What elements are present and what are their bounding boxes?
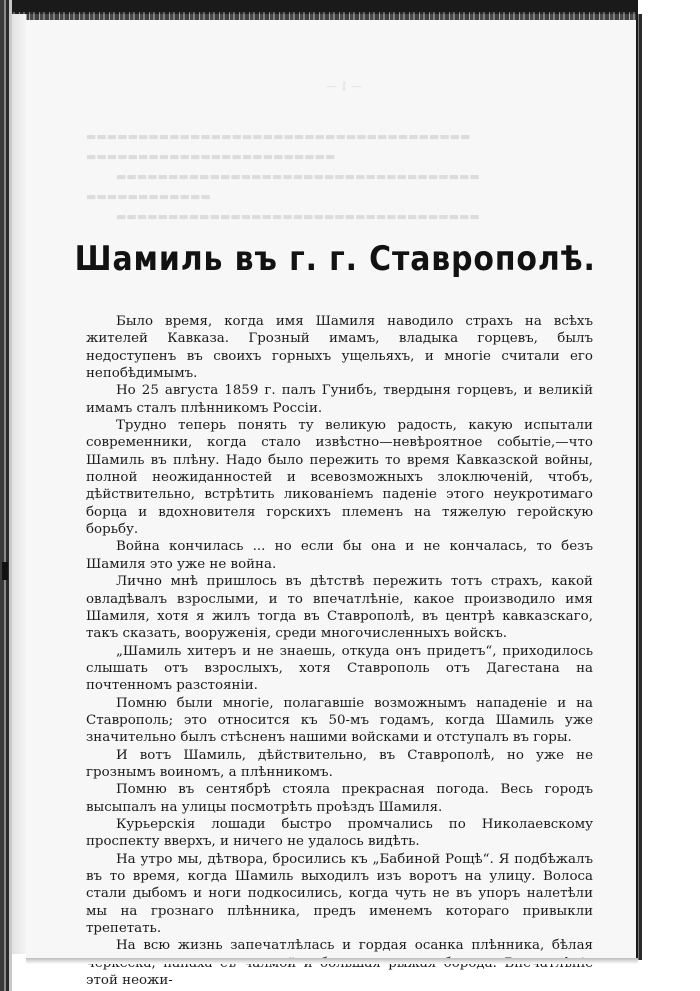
paragraph: Было время, когда имя Шамиля наводило страхъ на всѣхъ жителей Кавказа. Грозный имамъ, владыка горцевъ, былъ недоступенъ въ своихъ горныхъ ущельяхъ, и многіе считали его непобѣдимымъ. [86, 314, 593, 382]
bleed-through-mark: ▬▬▬▬▬▬▬▬▬▬▬▬ [86, 190, 211, 203]
paragraph: Но 25 августа 1859 г. палъ Гунибъ, твердыня горцевъ, и великій имамъ сталъ плѣнникомъ Россіи. [86, 383, 593, 416]
scan-right-margin [638, 0, 700, 991]
article-title: Шамиль въ г. г. Ставрополѣ. [74, 239, 596, 279]
scan-right-border [636, 14, 642, 960]
paragraph: Помню въ сентябрѣ стояла прекрасная погода. Весь городъ высыпалъ на улицы посмотрѣть проѣздъ Шамиля. [86, 782, 593, 815]
scan-left-border [0, 0, 12, 991]
paragraph: Помню были многіе, полагавшіе возможнымъ нападеніе и на Ставрополь; это относится къ 50-мъ годамъ, когда Шамиль уже значительно былъ стѣсненъ нашими войсками и отступалъ въ горы. [86, 695, 593, 746]
article-body [86, 313, 593, 989]
paragraph: Война кончилась ... но если бы она и не кончалась, то безъ Шамиля это уже не война. [86, 539, 593, 572]
scan-top-edge [0, 12, 700, 20]
paragraph: Курьерскія лошади быстро промчались по Николаевскому проспекту вверхъ, и ничего не удалось видѣть. [86, 816, 593, 850]
paragraph: И вотъ Шамиль, дѣйствительно, въ Ставрополѣ, но уже не грознымъ воиномъ, а плѣнникомъ. [86, 747, 593, 780]
document-page [26, 20, 636, 989]
scan-edge-mark [2, 562, 8, 580]
bleed-through-mark: ▬▬▬▬▬▬▬▬▬▬▬▬▬▬▬▬▬▬▬▬▬▬▬▬▬▬▬▬▬▬▬▬▬▬▬▬▬ [86, 130, 471, 143]
book-gutter [12, 14, 27, 954]
bleed-through-mark: ▬▬▬▬▬▬▬▬▬▬▬▬▬▬▬▬▬▬▬▬▬▬▬▬▬▬▬▬▬▬▬▬▬▬▬ [116, 170, 480, 183]
paragraph: На всю жизнь запечатлѣлась и гордая осанка плѣнника, бѣлая этой неожи- [86, 938, 593, 989]
bleed-through-mark: ▬▬▬▬▬▬▬▬▬▬▬▬▬▬▬▬▬▬▬▬▬▬▬▬▬▬▬▬▬▬▬▬▬▬▬ [116, 210, 480, 223]
bleed-through-mark: ▬▬▬▬▬▬▬▬▬▬▬▬▬▬▬▬▬▬▬▬▬▬▬▬ [86, 150, 336, 163]
paragraph: „Шамиль хитеръ и не знаешь, откуда онъ придетъ“, приходилось слышать отъ взрослыхъ, хотя Ставрополь отъ Дагестана на почтенномъ разстояніи. [86, 643, 593, 694]
bleed-through-mark: — 1 — [326, 80, 362, 93]
paragraph: Лично мнѣ пришлось въ дѣтствѣ пережить тотъ страхъ, какой овладѣвалъ взрослыми, и то впечатлѣніе, какое производило имя Шамиля, хотя я жилъ тогда въ Ставрополѣ, въ центрѣ кавказскаго, такъ сказать, вооруженія, среди многочисленныхъ войскъ. [86, 574, 593, 642]
paragraph: На утро мы, дѣтвора, бросились къ „Бабиной Рощѣ“. Я подбѣжалъ въ то время, когда Шамиль выходилъ изъ воротъ на улицу. Волоса стали дыбомъ и ноги подкосились, когда чуть не въ упоръ налетѣли мы на грознаго плѣнника, предъ именемъ котораго привыкли трепетать. [86, 851, 593, 937]
page-bottom-shadow [26, 958, 638, 964]
paragraph: Трудно теперь понять ту великую радость, какую испытали современники, когда стало извѣстно—невѣроятное событіе,—что Шамиль въ плѣну. Надо было пережить то время Кавказской войны, полной неожиданностей и всевозможныхъ злоключеній, чтобъ, дѣйствительно, встрѣтить ликованіемъ паденіе этого неукротимаго борца и вдохновителя горскихъ племенъ на тяжелую геройскую борьбу. [86, 418, 593, 538]
